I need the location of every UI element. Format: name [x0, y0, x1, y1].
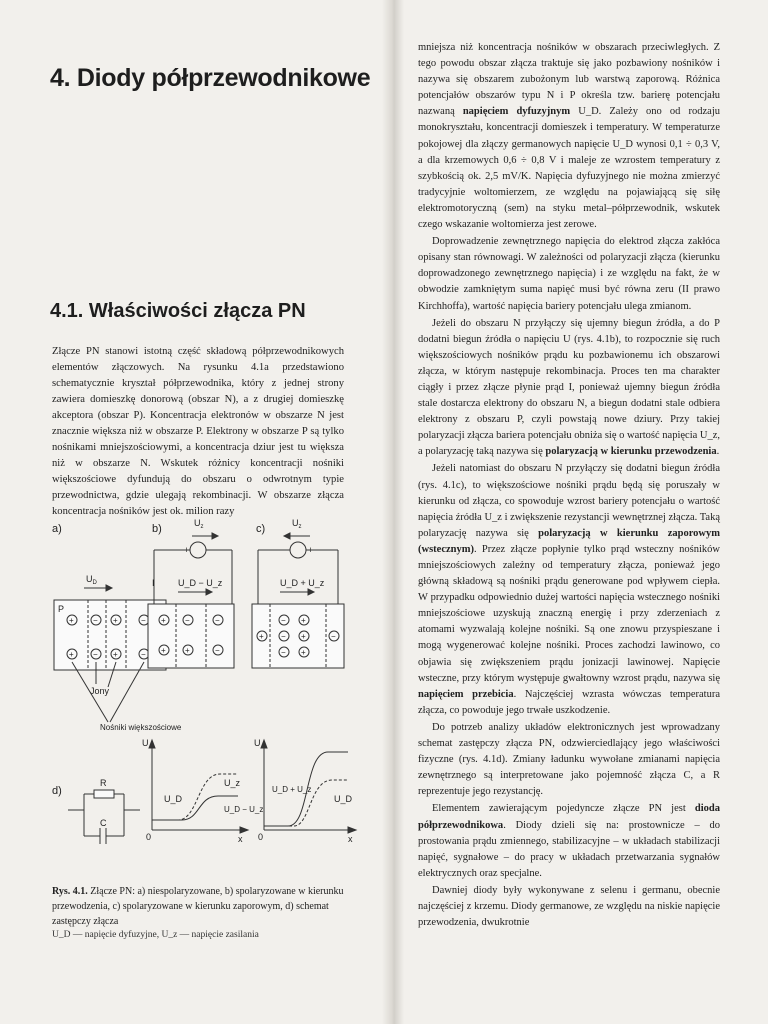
- right-paragraph-5: Do potrzeb analizy układów elektronicznych jest wprowadzany schemat zastępczy złącza PN, odzwierciedlający jego właściwości fizyczne (rys. 4.1d). Zmiany ładunku wywołane zmianami napięcia zewnętrznego są interpretowane jako pojemność złącza C, a R reprezentuje jego rezystancję.: [418, 721, 720, 798]
- carriers-label: Nośniki większościowe: [100, 723, 182, 732]
- panel-c-uz-label: $U_z$: [292, 518, 302, 530]
- panel-b-diagram: [148, 518, 234, 668]
- section-title: 4.1. Właściwości złącza PN: [50, 300, 306, 322]
- left-column-text: [52, 344, 344, 520]
- svg-text:+: +: [301, 632, 306, 641]
- graph-c-origin: 0: [258, 832, 264, 842]
- svg-text:+: +: [184, 545, 190, 555]
- graph-c-ud: U_D: [334, 794, 353, 804]
- svg-text:+: +: [113, 650, 118, 659]
- graph-b-origin: 0: [146, 832, 152, 842]
- panel-c-ud-uz-label: U_D + U_z: [280, 578, 325, 588]
- right-paragraph-7: Dawniej diody były wykonywane z selenu i germanu, obecnie najczęściej z krzemu. Diody germanowe, ze względu na niskie napięcie przewodzenia, dwukrotnie: [418, 884, 720, 929]
- svg-text:−: −: [215, 616, 220, 625]
- svg-text:+: +: [69, 650, 74, 659]
- panel-b-ud-uz-label: U_D − U_z: [178, 578, 223, 588]
- caption-lead: Rys. 4.1.: [52, 886, 88, 897]
- right-paragraph-3: Jeżeli do obszaru N przyłączy się ujemny biegun źródła, a do P dodatni biegun źródła o napięciu U (rys. 4.1b), to rozpocznie się ruch większościowych nośników prądu ku pozbawionemu ich obszarowi złącza, w którym następuje rekombinacja. Proces ten ma charakter ciągły i przez złącze płynie prąd I, ponieważ ujemny biegun źródła stale dostarcza elektrony do obszaru N, a biegun dodatni stale odbiera elektrony z obszaru P, czyli powstają nowe dziury. Przy takiej polaryzacji złącza bariera potencjału obniża się o wartość napięcia U_z, a polaryzację taką nazywa się polaryzacją w kierunku przewodzenia.: [418, 317, 721, 458]
- svg-text:−: −: [93, 616, 98, 625]
- caption-text: Złącze PN: a) niespolaryzowane, b) spolaryzowane w kierunku przewodzenia, c) spolaryzowane w kierunku zaporowym, d) schemat zastępczy złącza: [52, 886, 344, 927]
- svg-text:+: +: [69, 616, 74, 625]
- svg-text:+: +: [161, 646, 166, 655]
- resistor-label: R: [100, 778, 107, 788]
- figure-caption: [52, 884, 348, 929]
- graph-c: [254, 738, 356, 844]
- right-paragraph-4: Jeżeli natomiast do obszaru N przyłączy się dodatni biegun źródła (rys. 4.1c), to większościowe nośniki prądu będą się poruszały w kierunku od złącza, co spowoduje wzrost bariery potencjału o wartość napięcia źródła U_z i zwiększenie rezystancji wewnętrznej złącza. Taką polaryzację nazywa się polaryzacją w kierunku zaporowym (wstecznym). Przez złącze popłynie tylko prąd wsteczny nośników mniejszościowych zależny od temperatury złącza, ponieważ jego główną składową są nośniki prądu generowane pod wpływem ciepła. W przypadku odpowiednio dużej wartości napięcia wstecznego nośniki mniejszościowe uzyskują znaczną energię i przy zderzeniach z atomami wyzwalają kolejne nośniki. Są one znowu przyspieszane i mogą wygenerować kolejne nośniki. Proces zachodzi lawinowo, co objawia się zwiększeniem prądu jonizacji lawinowej. Napięcie wsteczne, przy którym występuje gwałtowny wzrost prądu, nazywa się napięciem przebicia. Najczęściej wzrasta wówczas temperatura złącza, co powoduje jego trwałe uszkodzenie.: [418, 463, 720, 716]
- svg-text:−: −: [208, 545, 214, 555]
- caption-legend: U_D — napięcie dyfuzyjne, U_z — napięcie zasilania: [52, 930, 259, 940]
- graph-c-ud-plus-uz: U_D + U_z: [272, 785, 312, 794]
- svg-text:−: −: [141, 650, 146, 659]
- panel-d-circuit: [68, 778, 140, 844]
- svg-text:−: −: [331, 632, 336, 641]
- graph-b-axis-x: x: [238, 834, 243, 844]
- panel-b-uz-label: $U_z$: [194, 518, 204, 530]
- graph-b-ud: U_D: [164, 794, 183, 804]
- right-paragraph-1: mniejsza niż koncentracja nośników w obszarach przeciwległych. Z tego powodu obszar złącza traktuje się jako pozbawiony nośników i nazywa się obszarem zubożonym lub warstwą zaporową. Różnica potencjałów obszarów typu N i P określa tzw. barierę potencjału nazwaną napięciem dyfuzyjnym U_D. Zależy ono od rodzaju monokryształu, koncentracji domieszek i temperatury. W temperaturze pokojowej dla złączy germanowych napięcie U_D wynosi 0,1 ÷ 0,3 V, a dla krzemowych 0,6 ÷ 0,8 V i maleje ze wzrostem temperatury z szybkością ok. 2,5 mV/K. Napięcia dyfuzyjnego nie można zmierzyć tradycyjnie woltomierzem, ze względu na pojawiającą się siłę elektromotoryczną (sem) na styku metal–półprzewodnik, wskutek czego wskazanie woltomierza jest zerowe.: [418, 42, 720, 231]
- panel-b-label: b): [152, 523, 162, 535]
- page-gutter: [382, 0, 404, 1024]
- svg-text:+: +: [308, 545, 314, 555]
- graph-c-axis-x: x: [348, 834, 353, 844]
- panel-c-diagram: [252, 518, 344, 668]
- graph-c-axis-u: U: [254, 738, 261, 748]
- panel-d-label: d): [52, 785, 62, 797]
- graph-b-uz: U_z: [224, 778, 241, 788]
- figure-4-1: [48, 512, 368, 864]
- svg-text:−: −: [284, 545, 290, 555]
- svg-text:−: −: [281, 632, 286, 641]
- panel-a-label: a): [52, 523, 62, 535]
- svg-text:−: −: [93, 650, 98, 659]
- panel-b-current-label: I: [152, 578, 155, 588]
- capacitor-label: C: [100, 818, 107, 828]
- svg-text:−: −: [281, 648, 286, 657]
- graph-b-axis-u: U: [142, 738, 149, 748]
- panel-c-label: c): [256, 523, 266, 535]
- svg-text:+: +: [259, 632, 264, 641]
- svg-text:+: +: [301, 648, 306, 657]
- panel-a-ud-label: $U_D$: [86, 574, 97, 586]
- svg-text:−: −: [141, 616, 146, 625]
- graph-b: [142, 738, 263, 844]
- intro-paragraph: Złącze PN stanowi istotną część składową półprzewodnikowych elementów złączowych. Na rysunku 4.1a przedstawiono schematycznie kryształ półprzewodnika, który z jednej strony zawiera domieszkę donorową (obszar N), a z drugiej domieszkę akceptora (obszar P). Koncentracja elektronów w obszarze N jest znacznie większa niż w obszarze P. Elektrony w obszarze P są tylko nośnikami mniejszościowymi, a koncentracja dziur jest tu większa niż w obszarze N. Wskutek różnicy koncentracji nośniki większościowe dyfundują do obszaru o odwrotnym typie przewodnictwa, gdzie ulegają rekombinacji. W obszarze złącza koncentracja nośników jest ok. milion razy: [52, 346, 344, 517]
- svg-text:+: +: [161, 616, 166, 625]
- svg-text:−: −: [185, 616, 190, 625]
- right-paragraph-6: Elementem zawierającym pojedyncze złącze PN jest dioda półprzewodnikowa. Diody dzieli się na: prostownicze – do prostowania prądu zmiennego, stabilizacyjne – w układach stabilizacji napięć, sygnałowe – do pracy w układach przetwarzania sygnałów elektrycznych oraz specjalne.: [418, 803, 720, 879]
- svg-text:+: +: [185, 646, 190, 655]
- right-paragraph-2: Doprowadzenie zewnętrznego napięcia do elektrod złącza zakłóca opisany stan równowagi. W zależności od polaryzacji złącza (kierunku doprowadzonego zewnętrznego napięcia) i ze względu na fakt, że w obwodzie zamkniętym suma napięć musi być równa zeru (II prawo Kirchhoffa), wartość napięcia bariery potencjału ulega zmianom.: [418, 236, 720, 312]
- panel-a-p-label: P: [58, 604, 65, 614]
- svg-text:−: −: [215, 646, 220, 655]
- graph-b-ud-minus-uz: U_D − U_z: [224, 805, 264, 814]
- svg-text:−: −: [281, 616, 286, 625]
- right-column-text: [418, 40, 720, 932]
- svg-text:+: +: [113, 616, 118, 625]
- ions-label: Jony: [90, 686, 110, 696]
- svg-text:+: +: [301, 616, 306, 625]
- chapter-title: 4. Diody półprzewodnikowe: [50, 64, 371, 92]
